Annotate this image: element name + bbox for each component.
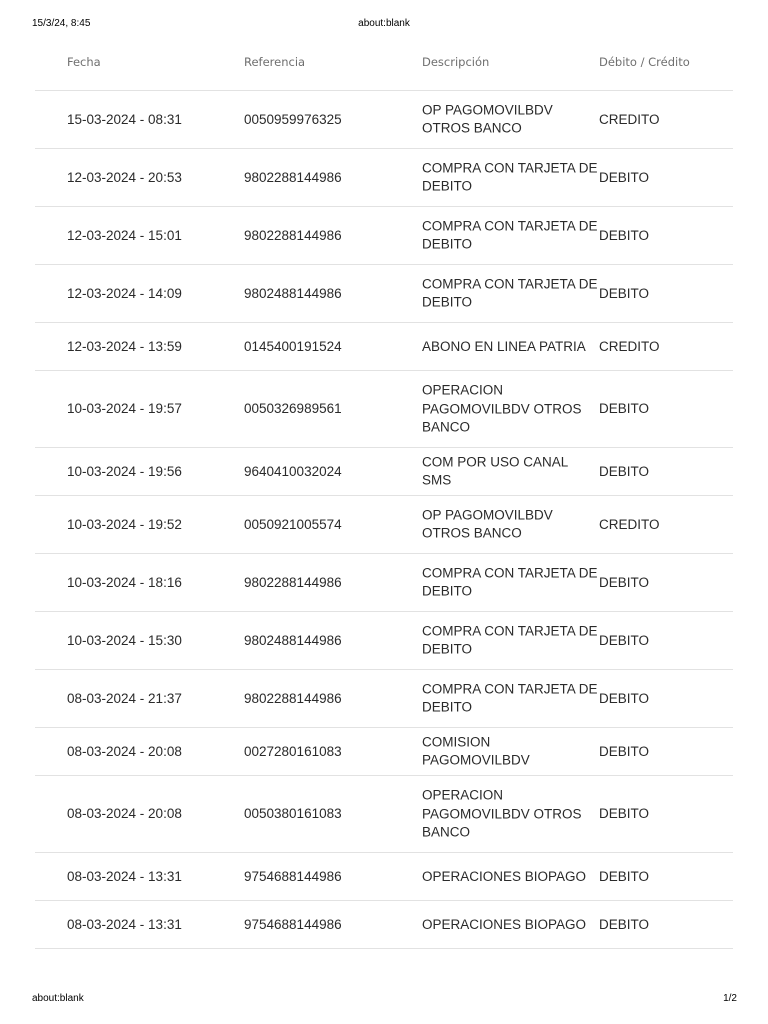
cell-referencia: 9754688144986 bbox=[244, 868, 342, 884]
cell-fecha: 10-03-2024 - 19:56 bbox=[67, 463, 182, 479]
cell-fecha: 08-03-2024 - 20:08 bbox=[67, 743, 182, 759]
print-page-title: about:blank bbox=[358, 18, 410, 29]
cell-descripcion: COMPRA CON TARJETA DE DEBITO bbox=[422, 681, 598, 715]
header-descripcion: Descripción bbox=[422, 55, 490, 69]
cell-descripcion: COMPRA CON TARJETA DE DEBITO bbox=[422, 160, 598, 194]
cell-descripcion: COMPRA CON TARJETA DE DEBITO bbox=[422, 565, 598, 599]
table-row bbox=[35, 149, 733, 207]
cell-referencia: 9754688144986 bbox=[244, 916, 342, 932]
cell-fecha: 10-03-2024 - 18:16 bbox=[67, 574, 182, 590]
table-row bbox=[35, 554, 733, 612]
cell-debito-credito: DEBITO bbox=[599, 463, 650, 479]
cell-referencia: 0050380161083 bbox=[244, 805, 342, 821]
cell-referencia: 9640410032024 bbox=[244, 463, 342, 479]
cell-referencia: 9802288144986 bbox=[244, 574, 342, 590]
cell-descripcion: OPERACION PAGOMOVILBDV OTROS BANCO bbox=[422, 382, 582, 435]
cell-debito-credito: DEBITO bbox=[599, 743, 650, 759]
cell-debito-credito: DEBITO bbox=[599, 574, 650, 590]
cell-debito-credito: CREDITO bbox=[599, 516, 660, 532]
cell-descripcion: OP PAGOMOVILBDV OTROS BANCO bbox=[422, 102, 553, 136]
table-row bbox=[35, 853, 733, 901]
cell-referencia: 0027280161083 bbox=[244, 743, 342, 759]
cell-fecha: 08-03-2024 - 21:37 bbox=[67, 690, 182, 706]
cell-fecha: 12-03-2024 - 20:53 bbox=[67, 169, 182, 185]
cell-referencia: 0050921005574 bbox=[244, 516, 342, 532]
cell-descripcion: COMPRA CON TARJETA DE DEBITO bbox=[422, 218, 598, 252]
table-row bbox=[35, 323, 733, 371]
table-row bbox=[35, 207, 733, 265]
cell-referencia: 9802488144986 bbox=[244, 632, 342, 648]
cell-descripcion: COMISION PAGOMOVILBDV bbox=[422, 734, 530, 768]
cell-fecha: 10-03-2024 - 15:30 bbox=[67, 632, 182, 648]
cell-debito-credito: DEBITO bbox=[599, 227, 650, 243]
cell-fecha: 15-03-2024 - 08:31 bbox=[67, 111, 182, 127]
cell-referencia: 0050326989561 bbox=[244, 400, 342, 416]
cell-fecha: 08-03-2024 - 13:31 bbox=[67, 916, 182, 932]
table-row bbox=[35, 91, 733, 149]
table-row bbox=[35, 901, 733, 949]
table-row bbox=[35, 670, 733, 728]
cell-descripcion: OPERACIONES BIOPAGO bbox=[422, 916, 587, 932]
cell-debito-credito: DEBITO bbox=[599, 285, 650, 301]
cell-debito-credito: DEBITO bbox=[599, 868, 650, 884]
cell-fecha: 12-03-2024 - 15:01 bbox=[67, 227, 182, 243]
table-row bbox=[35, 496, 733, 554]
print-header bbox=[0, 18, 768, 32]
cell-referencia: 0050959976325 bbox=[244, 111, 342, 127]
cell-fecha: 08-03-2024 - 20:08 bbox=[67, 805, 182, 821]
cell-debito-credito: DEBITO bbox=[599, 632, 650, 648]
print-footer bbox=[0, 993, 768, 1007]
cell-fecha: 10-03-2024 - 19:57 bbox=[67, 400, 182, 416]
cell-referencia: 0145400191524 bbox=[244, 338, 342, 354]
table-row bbox=[35, 371, 733, 448]
table-header bbox=[35, 42, 733, 91]
cell-fecha: 12-03-2024 - 14:09 bbox=[67, 285, 182, 301]
cell-debito-credito: DEBITO bbox=[599, 690, 650, 706]
header-debito-credito: Débito / Crédito bbox=[599, 55, 690, 69]
table-row bbox=[35, 612, 733, 670]
cell-descripcion: OPERACION PAGOMOVILBDV OTROS BANCO bbox=[422, 787, 582, 840]
cell-descripcion: OPERACIONES BIOPAGO bbox=[422, 868, 587, 884]
header-referencia: Referencia bbox=[244, 55, 306, 69]
cell-debito-credito: CREDITO bbox=[599, 111, 660, 127]
cell-descripcion: COMPRA CON TARJETA DE DEBITO bbox=[422, 276, 598, 310]
cell-referencia: 9802288144986 bbox=[244, 227, 342, 243]
page-number: 1/2 bbox=[723, 993, 737, 1004]
cell-fecha: 12-03-2024 - 13:59 bbox=[67, 338, 182, 354]
cell-debito-credito: DEBITO bbox=[599, 916, 650, 932]
table-row bbox=[35, 776, 733, 853]
cell-referencia: 9802488144986 bbox=[244, 285, 342, 301]
print-datetime: 15/3/24, 8:45 bbox=[32, 18, 91, 29]
cell-debito-credito: CREDITO bbox=[599, 338, 660, 354]
cell-debito-credito: DEBITO bbox=[599, 169, 650, 185]
cell-descripcion: COM POR USO CANAL SMS bbox=[422, 454, 568, 488]
cell-fecha: 08-03-2024 - 13:31 bbox=[67, 868, 182, 884]
table-row bbox=[35, 448, 733, 496]
table-body bbox=[35, 91, 733, 949]
cell-descripcion: OP PAGOMOVILBDV OTROS BANCO bbox=[422, 507, 553, 541]
print-url: about:blank bbox=[32, 993, 84, 1004]
table-row bbox=[35, 265, 733, 323]
cell-descripcion: COMPRA CON TARJETA DE DEBITO bbox=[422, 623, 598, 657]
cell-debito-credito: DEBITO bbox=[599, 400, 650, 416]
cell-fecha: 10-03-2024 - 19:52 bbox=[67, 516, 182, 532]
header-fecha: Fecha bbox=[67, 55, 101, 69]
transactions-table bbox=[35, 42, 733, 949]
table-row bbox=[35, 728, 733, 776]
cell-referencia: 9802288144986 bbox=[244, 169, 342, 185]
cell-debito-credito: DEBITO bbox=[599, 805, 650, 821]
cell-referencia: 9802288144986 bbox=[244, 690, 342, 706]
cell-descripcion: ABONO EN LINEA PATRIA bbox=[422, 338, 586, 354]
